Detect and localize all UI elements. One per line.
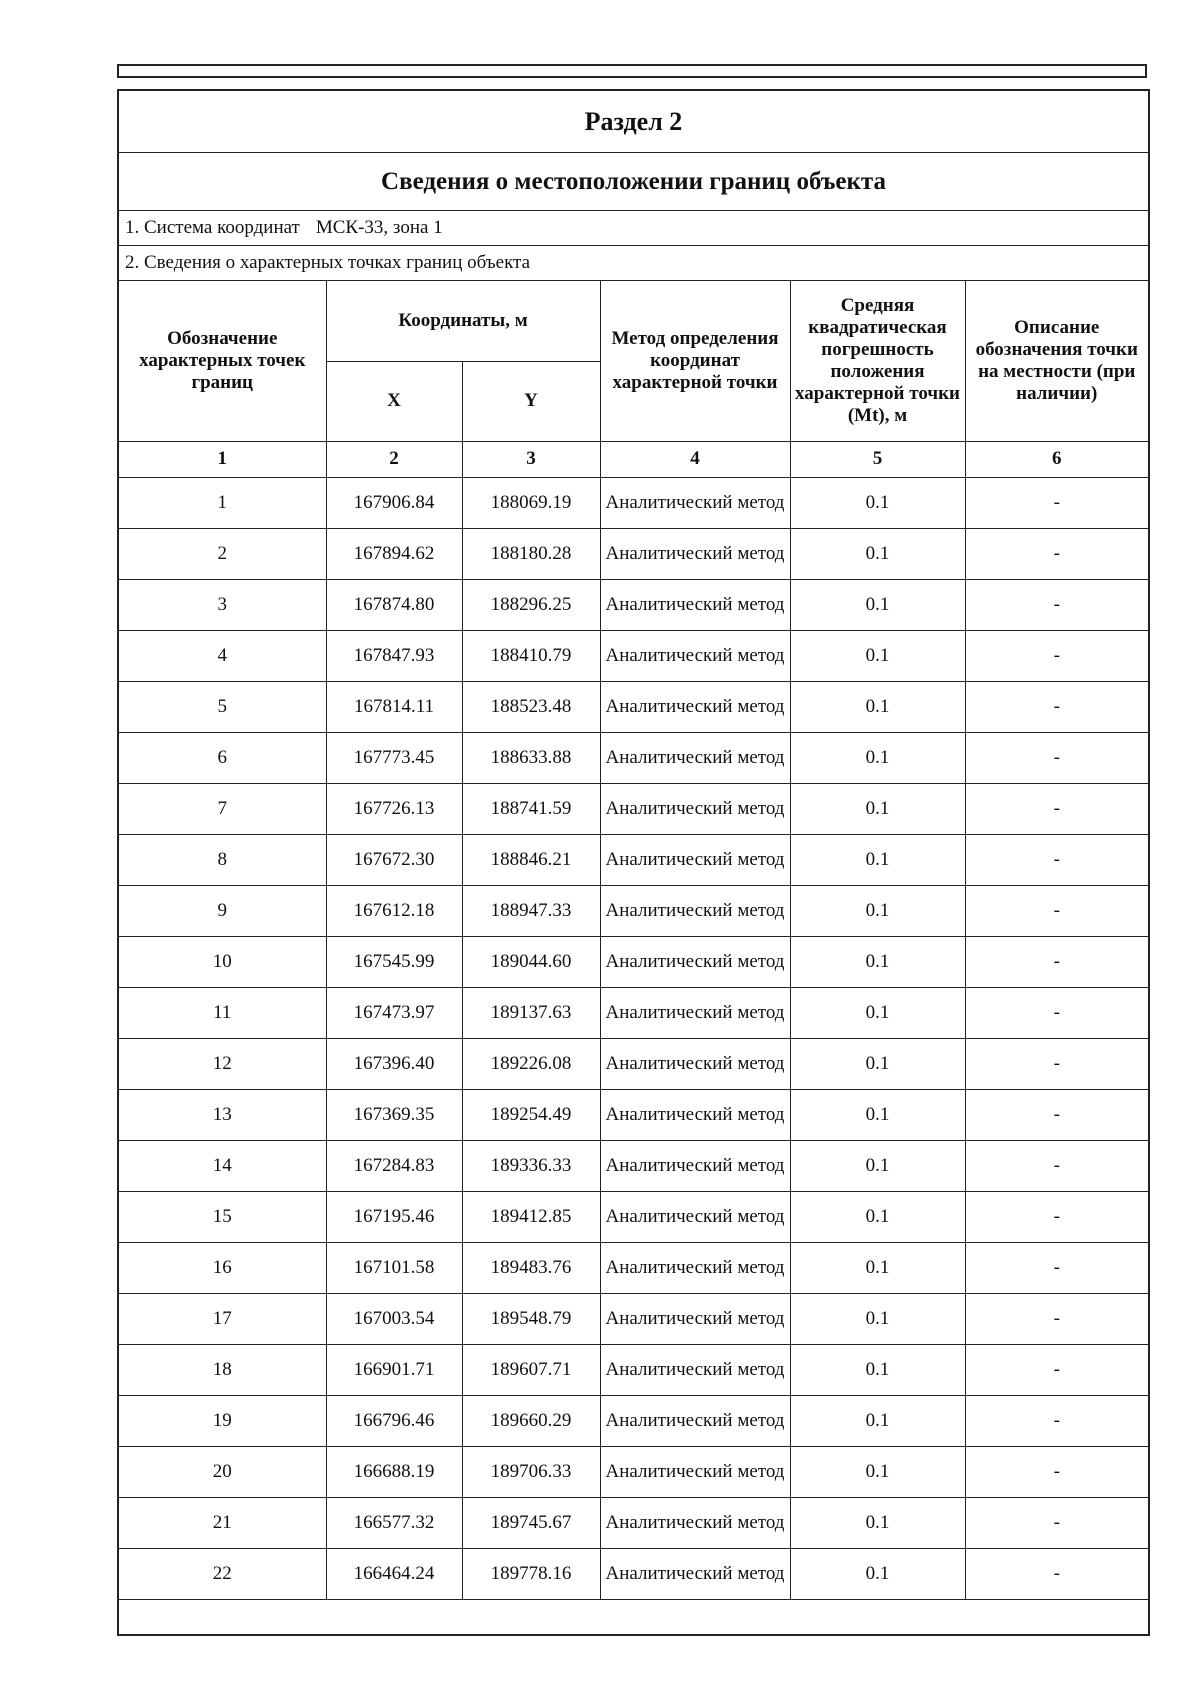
header-coords: Координаты, м (326, 281, 600, 361)
table-row (119, 681, 1148, 732)
description-cell: - (965, 630, 1148, 681)
method-cell: Аналитический метод (600, 528, 790, 579)
description-cell: - (965, 732, 1148, 783)
description-cell: - (965, 579, 1148, 630)
y-coordinate-cell: 189336.33 (462, 1140, 600, 1191)
error-cell: 0.1 (790, 1038, 965, 1089)
point-cell: 2 (119, 528, 326, 579)
point-cell: 13 (119, 1089, 326, 1140)
method-cell: Аналитический метод (600, 681, 790, 732)
method-cell: Аналитический метод (600, 1038, 790, 1089)
y-coordinate-cell: 189706.33 (462, 1446, 600, 1497)
y-coordinate-cell: 188069.19 (462, 477, 600, 528)
table-row (119, 1089, 1148, 1140)
table-row (119, 1548, 1148, 1599)
table-row (119, 885, 1148, 936)
point-cell: 5 (119, 681, 326, 732)
y-coordinate-cell: 188633.88 (462, 732, 600, 783)
error-cell: 0.1 (790, 987, 965, 1038)
error-cell: 0.1 (790, 1293, 965, 1344)
description-cell: - (965, 936, 1148, 987)
x-coordinate-cell: 167195.46 (326, 1191, 462, 1242)
header-method: Метод определения координат характерной точки (600, 281, 790, 441)
description-cell: - (965, 834, 1148, 885)
y-coordinate-cell: 189660.29 (462, 1395, 600, 1446)
error-cell: 0.1 (790, 783, 965, 834)
table-row (119, 528, 1148, 579)
description-cell: - (965, 987, 1148, 1038)
table-row (119, 1293, 1148, 1344)
x-coordinate-cell: 167847.93 (326, 630, 462, 681)
point-cell: 1 (119, 477, 326, 528)
description-cell: - (965, 528, 1148, 579)
error-cell: 0.1 (790, 732, 965, 783)
error-cell: 0.1 (790, 936, 965, 987)
table-row (119, 936, 1148, 987)
x-coordinate-cell: 167473.97 (326, 987, 462, 1038)
x-coordinate-cell: 166901.71 (326, 1344, 462, 1395)
x-coordinate-cell: 166577.32 (326, 1497, 462, 1548)
error-cell: 0.1 (790, 1446, 965, 1497)
table-row (119, 783, 1148, 834)
point-cell: 17 (119, 1293, 326, 1344)
coord-system-row (119, 211, 1148, 246)
table-row (119, 630, 1148, 681)
description-cell: - (965, 477, 1148, 528)
y-coordinate-cell: 188741.59 (462, 783, 600, 834)
top-border-bar (117, 64, 1147, 78)
error-cell: 0.1 (790, 579, 965, 630)
table-row (119, 732, 1148, 783)
header-y: Y (462, 361, 600, 441)
description-cell: - (965, 783, 1148, 834)
y-coordinate-cell: 189745.67 (462, 1497, 600, 1548)
point-cell: 3 (119, 579, 326, 630)
header-point: Обозначение характерных точек границ (119, 281, 326, 441)
header-description: Описание обозначения точки на местности (при наличии) (965, 281, 1148, 441)
y-coordinate-cell: 188523.48 (462, 681, 600, 732)
method-cell: Аналитический метод (600, 1242, 790, 1293)
coord-system-label: 1. Система координат (125, 217, 300, 238)
point-cell: 6 (119, 732, 326, 783)
point-cell: 11 (119, 987, 326, 1038)
description-cell: - (965, 1344, 1148, 1395)
column-number: 2 (326, 441, 462, 477)
table-row (119, 1395, 1148, 1446)
error-cell: 0.1 (790, 630, 965, 681)
table-row (119, 579, 1148, 630)
y-coordinate-cell: 189044.60 (462, 936, 600, 987)
point-cell: 21 (119, 1497, 326, 1548)
y-coordinate-cell: 189137.63 (462, 987, 600, 1038)
table-row (119, 1191, 1148, 1242)
column-number: 4 (600, 441, 790, 477)
x-coordinate-cell: 167773.45 (326, 732, 462, 783)
point-cell: 16 (119, 1242, 326, 1293)
x-coordinate-cell: 166688.19 (326, 1446, 462, 1497)
description-cell: - (965, 1293, 1148, 1344)
y-coordinate-cell: 189607.71 (462, 1344, 600, 1395)
y-coordinate-cell: 189483.76 (462, 1242, 600, 1293)
coord-system-value: МСК-33, зона 1 (315, 217, 443, 238)
description-cell: - (965, 1395, 1148, 1446)
method-cell: Аналитический метод (600, 885, 790, 936)
x-coordinate-cell: 167906.84 (326, 477, 462, 528)
header-error: Средняя квадратическая погрешность положения характерной точки (Mt), м (790, 281, 965, 441)
description-cell: - (965, 1497, 1148, 1548)
method-cell: Аналитический метод (600, 1344, 790, 1395)
point-cell: 19 (119, 1395, 326, 1446)
method-cell: Аналитический метод (600, 834, 790, 885)
column-number: 6 (965, 441, 1148, 477)
x-coordinate-cell: 166464.24 (326, 1548, 462, 1599)
y-coordinate-cell: 188846.21 (462, 834, 600, 885)
error-cell: 0.1 (790, 1242, 965, 1293)
method-cell: Аналитический метод (600, 1140, 790, 1191)
description-cell: - (965, 1242, 1148, 1293)
table-row (119, 1497, 1148, 1548)
points-heading: 2. Сведения о характерных точках границ объекта (119, 246, 1148, 281)
error-cell: 0.1 (790, 1140, 965, 1191)
header-x: X (326, 361, 462, 441)
x-coordinate-cell: 167612.18 (326, 885, 462, 936)
method-cell: Аналитический метод (600, 579, 790, 630)
method-cell: Аналитический метод (600, 936, 790, 987)
point-cell: 9 (119, 885, 326, 936)
description-cell: - (965, 681, 1148, 732)
x-coordinate-cell: 167726.13 (326, 783, 462, 834)
x-coordinate-cell: 167545.99 (326, 936, 462, 987)
error-cell: 0.1 (790, 1344, 965, 1395)
error-cell: 0.1 (790, 885, 965, 936)
column-number: 1 (119, 441, 326, 477)
column-number: 3 (462, 441, 600, 477)
y-coordinate-cell: 189412.85 (462, 1191, 600, 1242)
description-cell: - (965, 1089, 1148, 1140)
point-cell: 7 (119, 783, 326, 834)
point-cell: 20 (119, 1446, 326, 1497)
description-cell: - (965, 1548, 1148, 1599)
error-cell: 0.1 (790, 1191, 965, 1242)
table-row (119, 1446, 1148, 1497)
section-title: Раздел 2 (119, 91, 1148, 153)
error-cell: 0.1 (790, 1497, 965, 1548)
column-number: 5 (790, 441, 965, 477)
y-coordinate-cell: 188410.79 (462, 630, 600, 681)
point-cell: 12 (119, 1038, 326, 1089)
method-cell: Аналитический метод (600, 1497, 790, 1548)
point-cell: 10 (119, 936, 326, 987)
description-cell: - (965, 1140, 1148, 1191)
method-cell: Аналитический метод (600, 1548, 790, 1599)
error-cell: 0.1 (790, 528, 965, 579)
y-coordinate-cell: 189254.49 (462, 1089, 600, 1140)
table-tail-row (119, 1599, 1148, 1621)
x-coordinate-cell: 167672.30 (326, 834, 462, 885)
description-cell: - (965, 1038, 1148, 1089)
x-coordinate-cell: 166796.46 (326, 1395, 462, 1446)
description-cell: - (965, 1191, 1148, 1242)
point-cell: 22 (119, 1548, 326, 1599)
table-row (119, 1140, 1148, 1191)
error-cell: 0.1 (790, 681, 965, 732)
table-row (119, 1038, 1148, 1089)
section-subtitle: Сведения о местоположении границ объекта (119, 153, 1148, 211)
method-cell: Аналитический метод (600, 783, 790, 834)
x-coordinate-cell: 167284.83 (326, 1140, 462, 1191)
document-frame (117, 89, 1150, 1636)
description-cell: - (965, 885, 1148, 936)
error-cell: 0.1 (790, 834, 965, 885)
point-cell: 4 (119, 630, 326, 681)
method-cell: Аналитический метод (600, 1293, 790, 1344)
column-number-row (119, 441, 1148, 477)
point-cell: 14 (119, 1140, 326, 1191)
point-cell: 15 (119, 1191, 326, 1242)
empty-tail-cell (119, 1599, 1148, 1621)
method-cell: Аналитический метод (600, 1395, 790, 1446)
error-cell: 0.1 (790, 1089, 965, 1140)
table-row (119, 477, 1148, 528)
y-coordinate-cell: 189778.16 (462, 1548, 600, 1599)
method-cell: Аналитический метод (600, 477, 790, 528)
point-cell: 8 (119, 834, 326, 885)
error-cell: 0.1 (790, 1395, 965, 1446)
y-coordinate-cell: 188947.33 (462, 885, 600, 936)
x-coordinate-cell: 167874.80 (326, 579, 462, 630)
x-coordinate-cell: 167814.11 (326, 681, 462, 732)
method-cell: Аналитический метод (600, 630, 790, 681)
table-row (119, 1242, 1148, 1293)
method-cell: Аналитический метод (600, 987, 790, 1038)
table-row (119, 834, 1148, 885)
y-coordinate-cell: 189548.79 (462, 1293, 600, 1344)
x-coordinate-cell: 167003.54 (326, 1293, 462, 1344)
x-coordinate-cell: 167369.35 (326, 1089, 462, 1140)
y-coordinate-cell: 188296.25 (462, 579, 600, 630)
error-cell: 0.1 (790, 477, 965, 528)
error-cell: 0.1 (790, 1548, 965, 1599)
table-row (119, 987, 1148, 1038)
method-cell: Аналитический метод (600, 1089, 790, 1140)
method-cell: Аналитический метод (600, 1446, 790, 1497)
point-cell: 18 (119, 1344, 326, 1395)
method-cell: Аналитический метод (600, 732, 790, 783)
x-coordinate-cell: 167396.40 (326, 1038, 462, 1089)
description-cell: - (965, 1446, 1148, 1497)
x-coordinate-cell: 167894.62 (326, 528, 462, 579)
y-coordinate-cell: 189226.08 (462, 1038, 600, 1089)
y-coordinate-cell: 188180.28 (462, 528, 600, 579)
x-coordinate-cell: 167101.58 (326, 1242, 462, 1293)
method-cell: Аналитический метод (600, 1191, 790, 1242)
boundary-points-table (119, 281, 1148, 1621)
table-row (119, 1344, 1148, 1395)
